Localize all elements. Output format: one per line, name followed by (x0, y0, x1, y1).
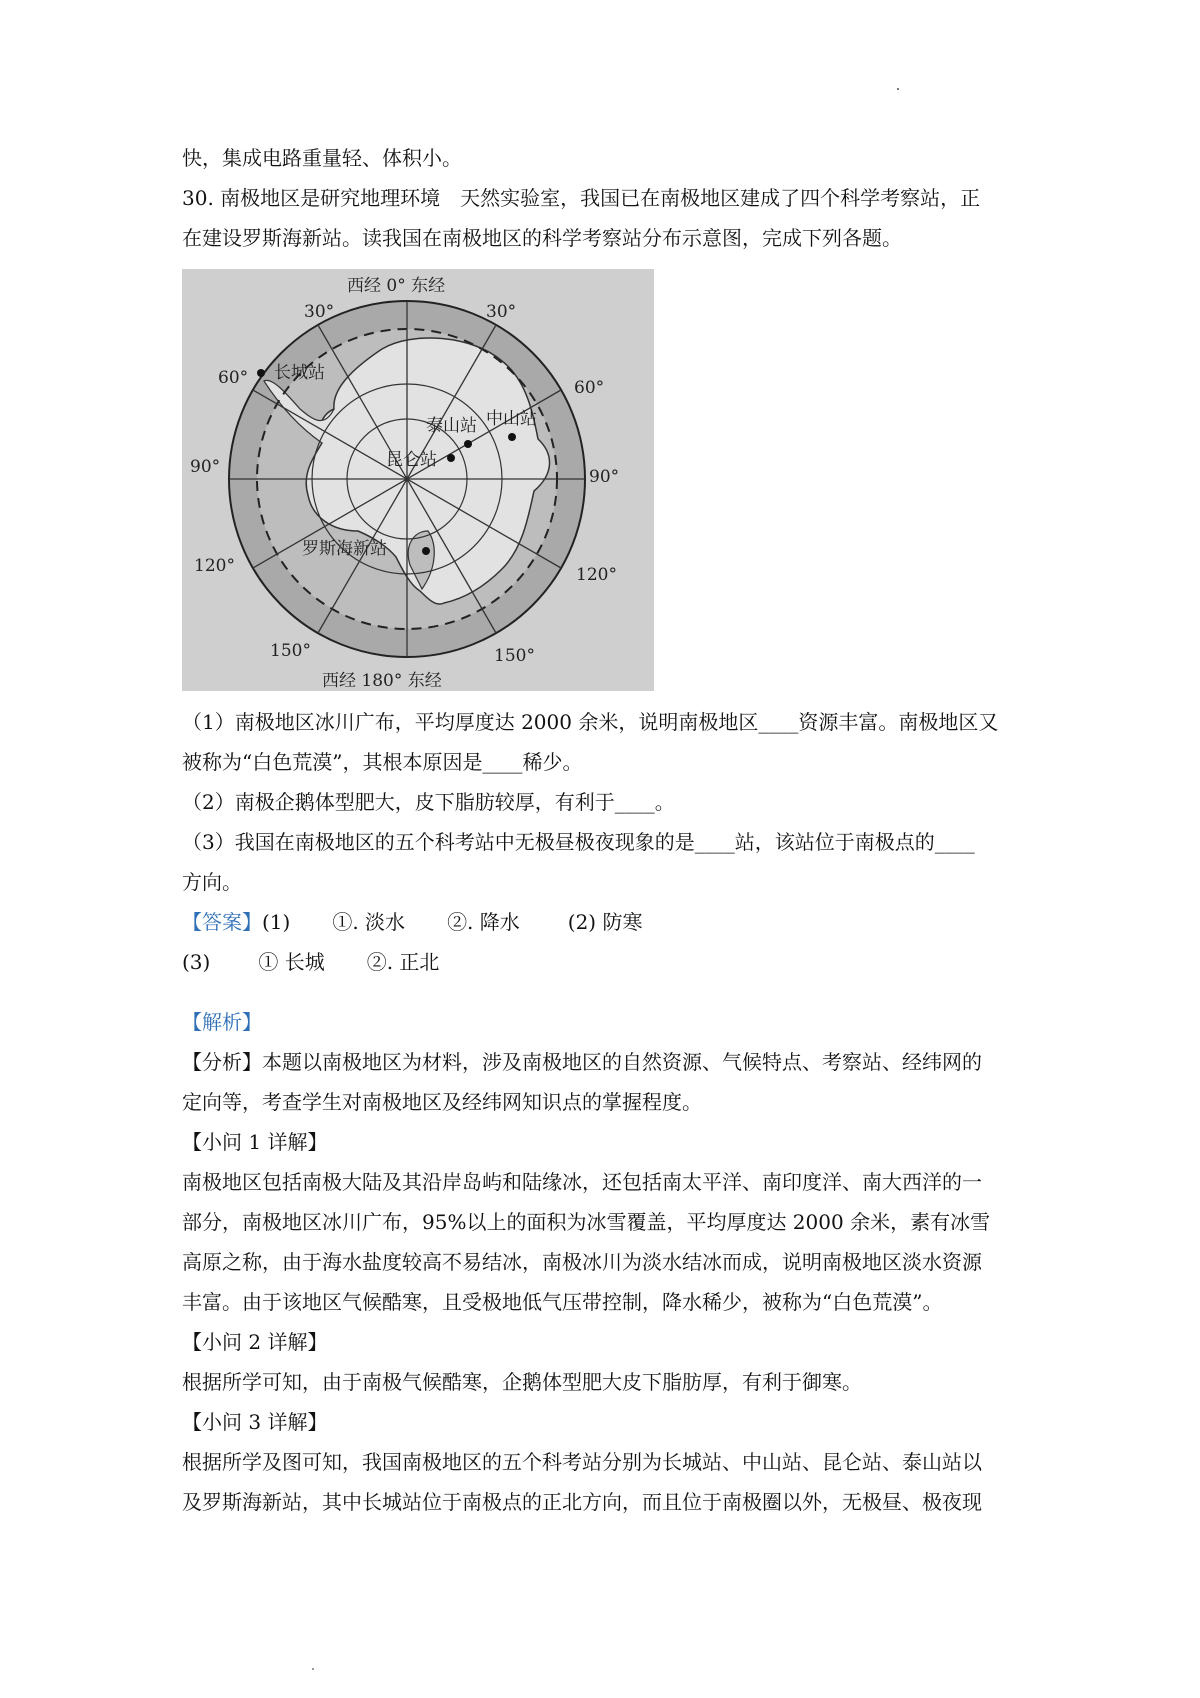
sub-questions: （1）南极地区冰川广布，平均厚度达 2000 余米，说明南极地区____资源丰富。南极地区又 被称为“白色荒漠”，其根本原因是____稀少。 （2）南极企鹅体型肥大，皮下脂肪较厚，有利于____。 （3）我国在南极地区的五个科考站中无极昼极夜现象的是____站，该站位于南极点的____ 方向。 【答案】(1) ①. 淡水 ②. 降水 (2) 防寒 (3) ① 长城 ②. 正北 (182, 702, 1032, 982)
detail-heading-1: 【小问 1 详解】 (182, 1130, 328, 1154)
svg-text:60°: 60° (574, 378, 605, 398)
taishan-station-label: 泰山站 (426, 416, 477, 436)
svg-text:150°: 150° (494, 646, 535, 666)
zhongshan-station-label: 中山站 (486, 409, 537, 429)
analysis-section: 【解析】 【分析】本题以南极地区为材料，涉及南极地区的自然资源、气候特点、考察站、经纬网的 定向等，考查学生对南极地区及经纬网知识点的掌握程度。 【小问 1 详解】 南极地区包括南极大陆及其沿岸岛屿和陆缘冰，还包括南太平洋、南印度洋、南大西洋的一 部分，南极地区冰川广布，95%以上的面积为冰雪覆盖，平均厚度达 2000 余米，素有冰雪 高原之称，由于海水盐度较高不易结冰，南极冰川为淡水结冰而成，说明南极地区淡水资源 丰富。由于该地区气候酷寒，且受极地低气压带控制，降水稀少，被称为“白色荒漠”。 【小问 2 详解】 根据所学可知，由于南极气候酷寒，企鹅体型肥大皮下脂肪厚，有利于御寒。 【小问 3 详解】 根据所学及图可知，我国南极地区的五个科考站分别为长城站、中山站、昆仑站、泰山站以 及罗斯海新站，其中长城站位于南极点的正北方向，而且位于南极圈以外，无极昼、极夜现 (182, 1002, 1032, 1522)
svg-text:30°: 30° (304, 302, 335, 322)
question-line-2: 在建设罗斯海新站。读我国在南极地区的科学考察站分布示意图，完成下列各题。 (182, 226, 902, 250)
answer-row-2: (3) ① 长城 ②. 正北 (182, 950, 440, 974)
svg-text:150°: 150° (270, 641, 311, 661)
map-figure (182, 269, 654, 691)
scan-speck (897, 88, 899, 90)
svg-text:90°: 90° (589, 467, 620, 487)
intro-text (182, 138, 1032, 258)
scan-speck-bottom (312, 1668, 314, 1670)
detail-heading-2: 【小问 2 详解】 (182, 1330, 328, 1354)
svg-text:120°: 120° (576, 565, 617, 585)
svg-text:90°: 90° (190, 457, 221, 477)
antarctica-station-map (182, 269, 654, 691)
svg-text:60°: 60° (218, 368, 249, 388)
map-top-label: 西经 0° 东经 (347, 276, 446, 296)
svg-text:30°: 30° (486, 302, 517, 322)
analysis-tag: 【解析】 (182, 1010, 262, 1034)
kunlun-station-label: 昆仑站 (386, 450, 437, 470)
question-line-1: 30. 南极地区是研究地理环境 天然实验室，我国已在南极地区建成了四个科学考察站，正 (182, 186, 981, 210)
intro-line: 快，集成电路重量轻、体积小。 (182, 146, 462, 170)
detail-heading-3: 【小问 3 详解】 (182, 1410, 328, 1434)
svg-text:120°: 120° (194, 556, 235, 576)
map-bottom-label: 西经 180° 东经 (322, 671, 442, 691)
great-wall-station-dot (257, 369, 265, 377)
answer-tag: 【答案】 (182, 910, 262, 934)
ross-sea-station-label: 罗斯海新站 (302, 539, 387, 559)
great-wall-station-label: 长城站 (274, 363, 325, 383)
answer-row-1: 【答案】(1) ①. 淡水 ②. 降水 (2) 防寒 (182, 902, 1032, 942)
